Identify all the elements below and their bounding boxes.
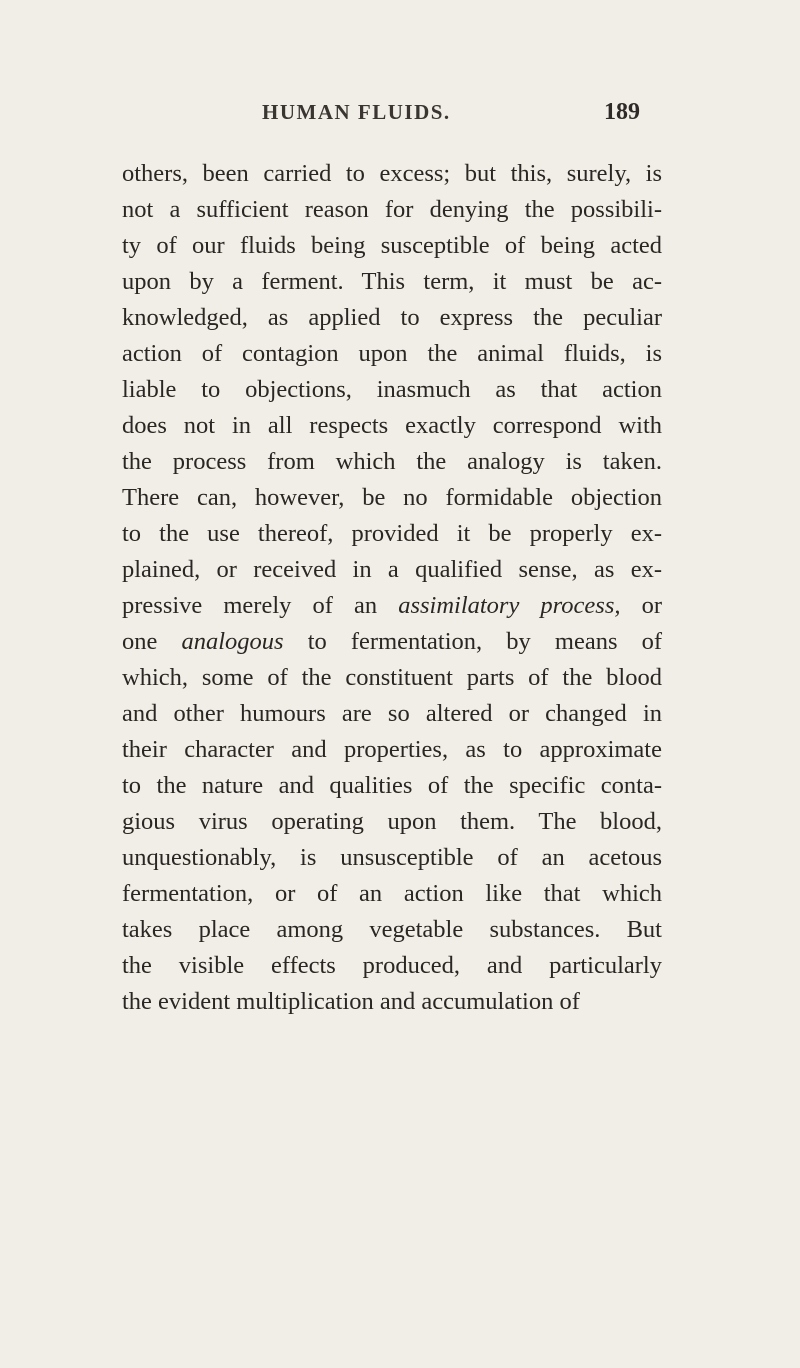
page-number: 189	[604, 98, 640, 125]
text-line: plained, or received in a qualified sense, as ex-	[122, 556, 662, 583]
body-text	[122, 156, 662, 1020]
text-line: knowledged, as applied to express the peculiar	[122, 304, 662, 331]
italic-phrase: assimilatory process,	[398, 592, 621, 619]
page-header	[262, 92, 640, 132]
text-line: others, been carried to excess; but this, surely, is	[122, 160, 662, 187]
text-line: and other humours are so altered or changed in	[122, 700, 662, 727]
running-title: HUMAN FLUIDS.	[262, 99, 451, 124]
text-segment: to fermentation, by means of	[283, 628, 663, 655]
text-line: does not in all respects exactly correspond with	[122, 412, 662, 439]
text-line: gious virus operating upon them. The blood,	[122, 808, 662, 835]
italic-word: analogous	[181, 628, 284, 655]
text-line: action of contagion upon the animal fluids, is	[122, 340, 662, 367]
text-segment: or	[620, 592, 662, 619]
text-line: the process from which the analogy is taken.	[122, 448, 662, 475]
text-line	[122, 624, 662, 660]
text-line: There can, however, be no formidable objection	[122, 484, 662, 511]
text-line: liable to objections, inasmuch as that action	[122, 376, 662, 403]
text-line: to the nature and qualities of the specific conta-	[122, 772, 662, 799]
text-line: the visible effects produced, and particularly	[122, 952, 662, 979]
text-line: fermentation, or of an action like that which	[122, 880, 662, 907]
text-line: their character and properties, as to approximate	[122, 736, 662, 763]
text-line: ty of our fluids being susceptible of being acted	[122, 232, 662, 259]
text-line: to the use thereof, provided it be properly ex-	[122, 520, 662, 547]
text-line: unquestionably, is unsusceptible of an acetous	[122, 844, 662, 871]
text-line: upon by a ferment. This term, it must be ac-	[122, 268, 662, 295]
text-segment: pressive merely of an	[122, 592, 399, 619]
text-line: the evident multiplication and accumulation of	[122, 988, 580, 1015]
text-line	[122, 588, 662, 624]
text-line: not a sufficient reason for denying the possibili-	[122, 196, 662, 223]
text-line: takes place among vegetable substances. But	[122, 916, 662, 943]
text-segment: one	[122, 628, 182, 655]
text-line: which, some of the constituent parts of the blood	[122, 664, 662, 691]
